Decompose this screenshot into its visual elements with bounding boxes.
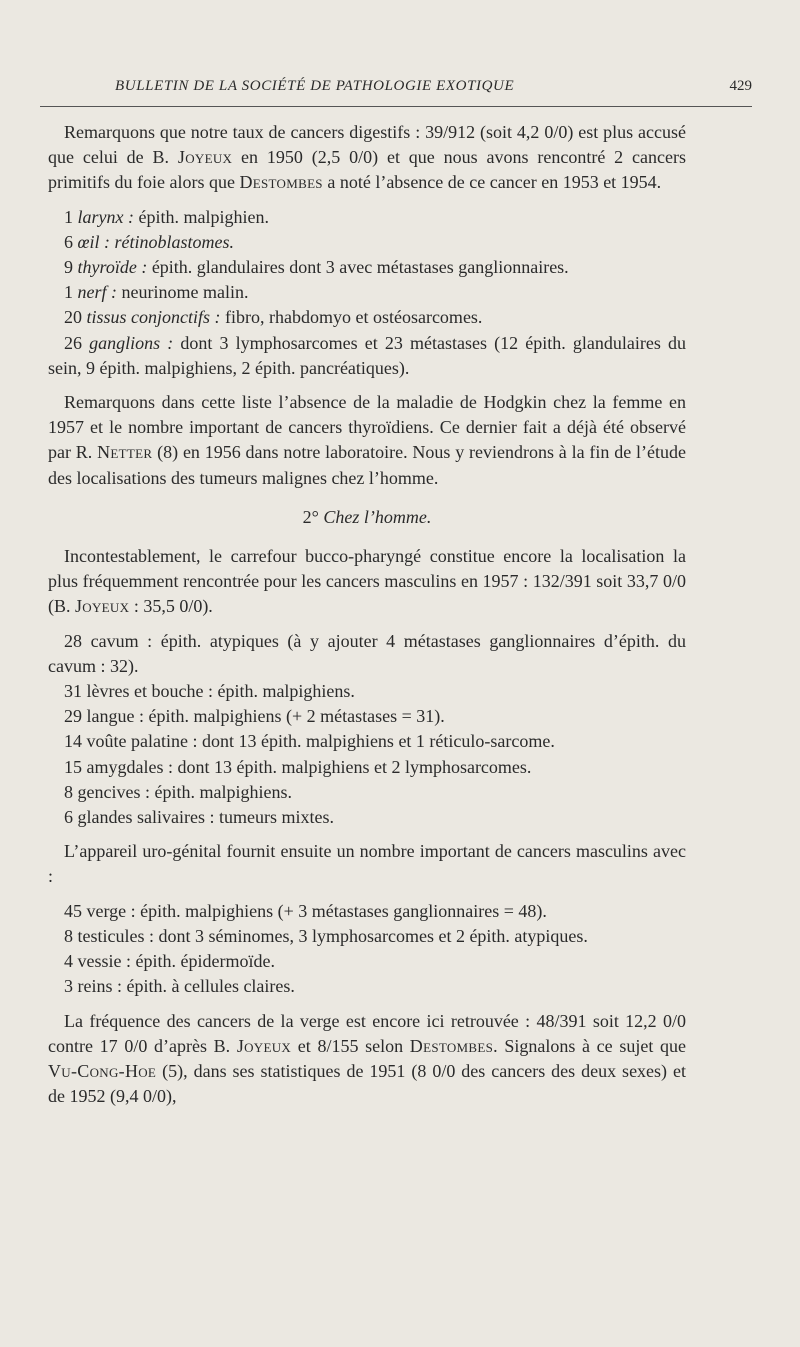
text-run: Incontestablement, le carrefour bucco-pharyngé constitue encore la localisation la plus fréquemment rencontrée pour les cancers masculins en 1957 : 132/391 soit 33,7 0/0 (B. xyxy=(48,546,686,617)
author-name: Joyeux xyxy=(75,596,130,617)
text-run: a noté l’absence de ce cancer en 1953 et 1954. xyxy=(322,172,662,193)
list-item: 29 langue : épith. malpighiens (+ 2 métastases = 31). xyxy=(64,706,445,727)
text-run: (5), dans ses statistiques de 1951 (8 0/0 des cancers des deux sexes) et de 1952 (9,4 0/0), xyxy=(48,1060,686,1107)
list-item: 8 testicules : dont 3 séminomes, 3 lymphosarcomes et 2 épith. atypiques. xyxy=(64,925,588,946)
paragraph-urogenital: L’appareil uro-génital fournit ensuite un nombre important de cancers masculins avec : xyxy=(48,841,686,887)
list-item: 26 ganglions : dont 3 lymphosarcomes et 23 métastases (12 épith. glandulaires du sein, 9 épith. malpighiens, 2 épith. pancréatiques). xyxy=(48,332,686,378)
women-cancer-list xyxy=(48,205,686,381)
text-run: et 8/155 selon xyxy=(291,1035,410,1056)
list-item: 3 reins : épith. à cellules claires. xyxy=(64,976,295,997)
section-heading: 2° Chez l’homme. xyxy=(302,506,432,527)
paragraph-hodgkin xyxy=(48,390,686,491)
page-number: 429 xyxy=(729,78,752,94)
text-run: en 1950 (2,5 0/0) et que nous avons rencontré 2 cancers primitifs du foie alors que xyxy=(48,147,686,193)
list-item: 4 vessie : épith. épidermoïde. xyxy=(64,951,275,972)
author-name: Vu-Cong-Hoe xyxy=(48,1060,157,1081)
text-run: . Signalons à ce sujet que xyxy=(493,1035,686,1056)
text-run: Remarquons que notre taux de cancers digestifs : 39/912 (soit 4,2 0/0) est plus accusé que celui de B. xyxy=(48,122,686,168)
list-item: 31 lèvres et bouche : épith. malpighiens. xyxy=(64,681,355,702)
paragraph-digestive-cancers xyxy=(48,120,686,196)
list-item: 45 verge : épith. malpighiens (+ 3 métastases ganglionnaires = 48). xyxy=(64,900,547,921)
author-name: Joyeux xyxy=(236,1035,292,1056)
body-text xyxy=(48,120,686,1109)
list-item: 6 glandes salivaires : tumeurs mixtes. xyxy=(64,807,334,828)
list-item: 6 œil : rétinoblastomes. xyxy=(64,231,234,252)
text-run: La fréquence des cancers de la verge est encore ici retrouvée : 48/391 soit 12,2 0/0 contre 17 0/0 d’après B. xyxy=(48,1010,686,1056)
page-header xyxy=(40,74,752,107)
text-run: : 35,5 0/0). xyxy=(129,596,213,617)
paragraph-penile-cancer xyxy=(48,1009,686,1110)
list-item: 20 tissus conjonctifs : fibro, rhabdomyo et ostéosarcomes. xyxy=(64,307,483,328)
list-item: 15 amygdales : dont 13 épith. malpighiens et 2 lymphosarcomes. xyxy=(64,756,532,777)
list-item: 9 thyroïde : épith. glandulaires dont 3 avec métastases ganglionnaires. xyxy=(64,257,569,278)
men-cancer-list-urogenital xyxy=(48,899,686,1000)
men-cancer-list-head-neck xyxy=(48,629,686,831)
text-run: Remarquons dans cette liste l’absence de la maladie de Hodgkin chez la femme en 1957 et le nombre important de cancers thyroïdiens. Ce dernier fait a déjà été observé par R. xyxy=(48,392,686,463)
list-item: 14 voûte palatine : dont 13 épith. malpighiens et 1 réticulo-sarcome. xyxy=(64,731,555,752)
author-name: Netter xyxy=(97,442,153,463)
paragraph-bucco-pharyngeal xyxy=(48,544,686,620)
text-run: (8) en 1956 dans notre laboratoire. Nous y reviendrons à la fin de l’étude des localisations des tumeurs malignes chez l’homme. xyxy=(48,442,686,488)
running-title: BULLETIN DE LA SOCIÉTÉ DE PATHOLOGIE EXOTIQUE xyxy=(115,78,515,94)
list-item: 1 nerf : neurinome malin. xyxy=(64,282,249,303)
author-name: Joyeux xyxy=(177,147,233,168)
list-item: 28 cavum : épith. atypiques (à y ajouter 4 métastases ganglionnaires d’épith. du cavum : 32). xyxy=(48,630,686,676)
list-item: 1 larynx : épith. malpighien. xyxy=(64,206,269,227)
list-item: 8 gencives : épith. malpighiens. xyxy=(64,781,292,802)
author-name: Destombes xyxy=(409,1035,494,1056)
author-name: Destombes xyxy=(239,172,323,193)
